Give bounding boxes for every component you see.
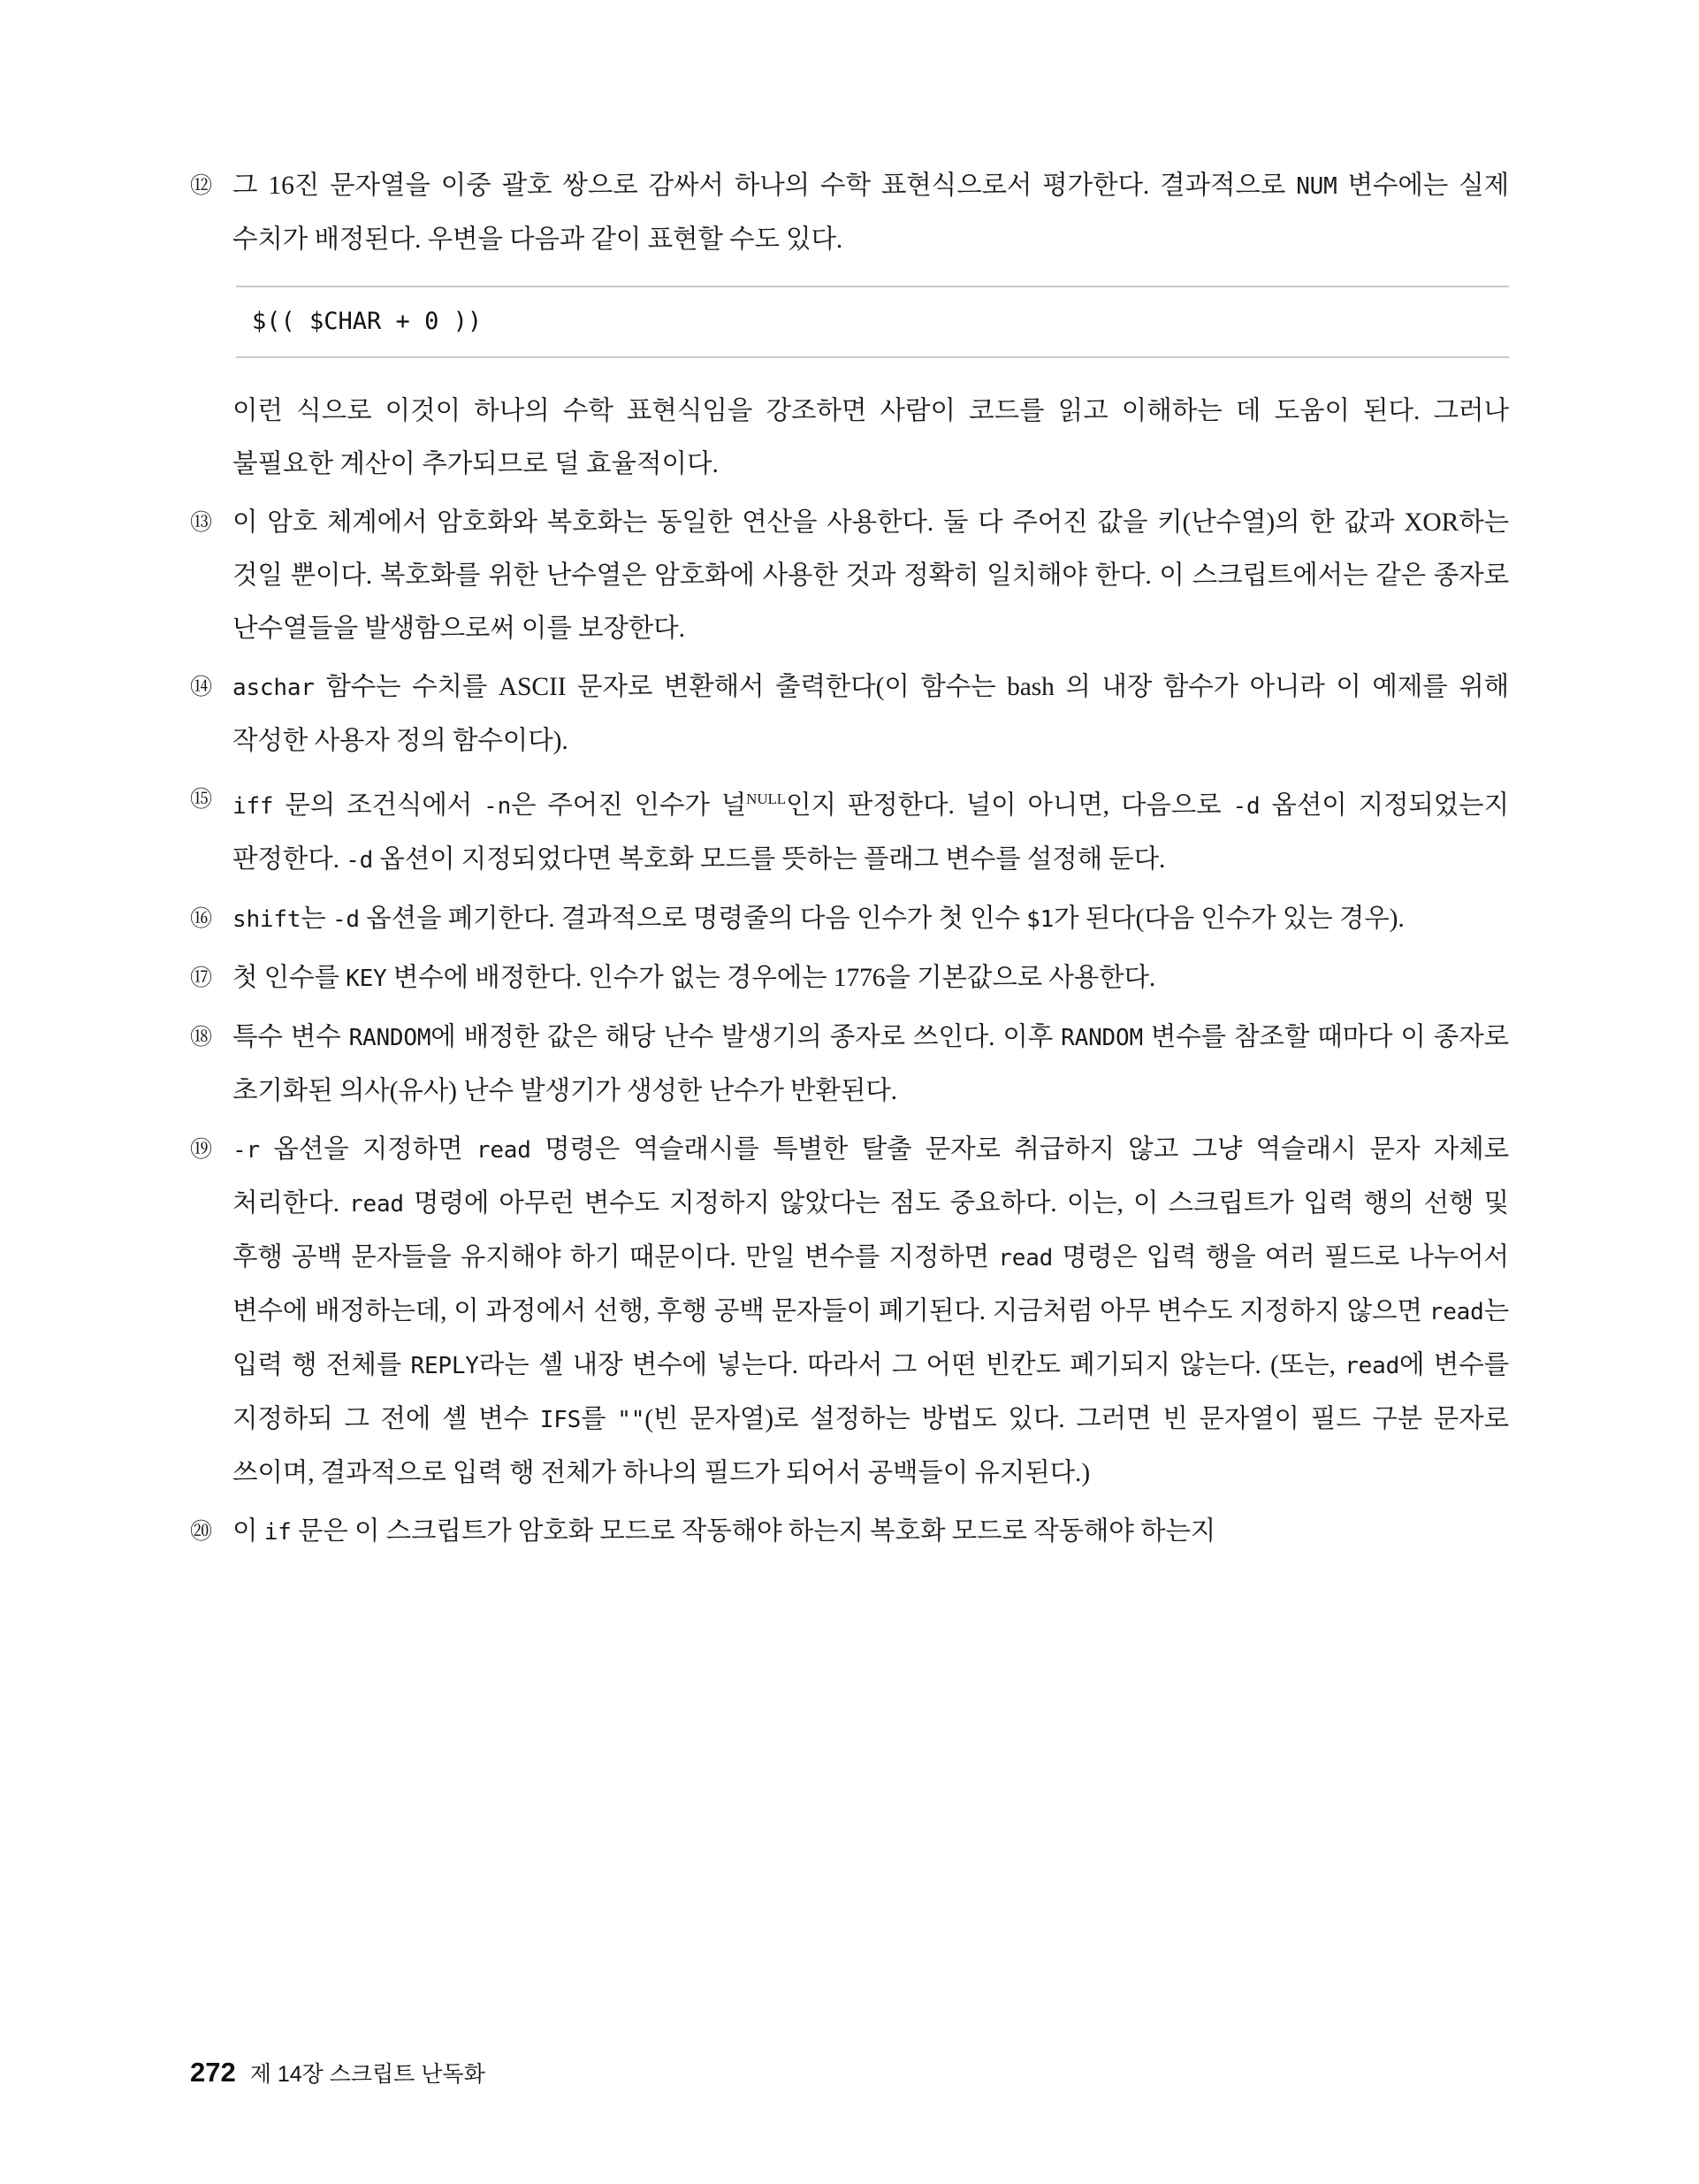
list-item <box>190 1123 1509 1500</box>
list-item <box>190 159 1509 266</box>
list-marker: ⑲ <box>190 1135 213 1162</box>
list-item <box>190 1505 1509 1559</box>
list-marker: ⑯ <box>190 905 213 931</box>
list-item-text: shift는 -d 옵션을 폐기한다. 결과적으로 명령줄의 다음 인수가 첫 인수 $1가 된다(다음 인수가 있는 경우). <box>232 904 1405 933</box>
list-item <box>190 773 1509 887</box>
list-item <box>190 496 1509 655</box>
list-marker: ⑬ <box>190 509 213 535</box>
list-item <box>190 951 1509 1005</box>
list-item <box>190 1011 1509 1118</box>
page-number: 272 <box>190 2057 236 2088</box>
list-item-text: 첫 인수를 KEY 변수에 배정한다. 인수가 없는 경우에는 1776을 기본값으로 사용한다. <box>232 963 1156 992</box>
code-line: $(( $CHAR + 0 )) <box>252 308 483 335</box>
list-item <box>190 892 1509 946</box>
list-item-text: iff 문의 조건식에서 -n은 주어진 인수가 널$^{NULL}$인지 판정한다. 널이 아니면, 다음으로 -d 옵션이 지정되었는지 판정한다. -d 옵션이 지정되었다면 복호화 모드를 뜻하는 플래그 변수를 설정해 둔다. <box>232 790 1509 874</box>
list-item-text: 이 if 문은 이 스크립트가 암호화 모드로 작동해야 하는지 복호화 모드로 작동해야 하는지 <box>232 1516 1216 1546</box>
code-block <box>236 286 1509 358</box>
list-item-text: -r 옵션을 지정하면 read 명령은 역슬래시를 특별한 탈출 문자로 취급하지 않고 그냥 역슬래시 문자 자체로 처리한다. read 명령에 아무런 변수도 지정하지 않았다는 점도 중요하다. 이는, 이 스크립트가 입력 행의 선행 및 후행 공백 문자들을 유지해야 하기 때문이다. 만일 변수를 지정하면 read 명령은 입력 행을 여러 필드로 나누어서 변수에 배정하는데, 이 과정에서 선행, 후행 공백 문자들이 폐기된다. 지금처럼 아무 변수도 지정하지 않으면 read는 입력 행 전체를 REPLY라는 셸 내장 변수에 넣는다. 따라서 그 어떤 빈칸도 폐기되지 않는다. (또는, read에 변수를 지정하되 그 전에 셸 변수 IFS를 ""(빈 문자열)로 설정하는 방법도 있다. 그러면 빈 문자열이 필드 구분 문자로 쓰이며, 결과적으로 입력 행 전체가 하나의 필드가 되어서 공백들이 유지된다.) <box>232 1134 1509 1487</box>
list-item-text: 그 16진 문자열을 이중 괄호 쌍으로 감싸서 하나의 수학 표현식으로서 평가한다. 결과적으로 NUM 변수에는 실제 수치가 배정된다. 우변을 다음과 같이 표현할 수도 있다. <box>232 172 1509 254</box>
list-marker: ⑳ <box>190 1517 213 1544</box>
list-marker: ⑫ <box>190 172 213 198</box>
list-marker: ⑰ <box>190 964 213 990</box>
page-footer <box>190 2057 485 2089</box>
list-marker: ⑱ <box>190 1023 213 1050</box>
list-item-text: 특수 변수 RANDOM에 배정한 값은 해당 난수 발생기의 종자로 쓰인다. 이후 RANDOM 변수를 참조할 때마다 이 종자로 초기화된 의사(유사) 난수 발생기가 생성한 난수가 반환된다. <box>232 1022 1509 1105</box>
note-paragraph: 이런 식으로 이것이 하나의 수학 표현식임을 강조하면 사람이 코드를 읽고 이해하는 데 도움이 된다. 그러나 불필요한 계산이 추가되므로 덜 효율적이다. <box>232 397 1509 478</box>
list-item-text: 이 암호 체계에서 암호화와 복호화는 동일한 연산을 사용한다. 둘 다 주어진 값을 키(난수열)의 한 값과 XOR하는 것일 뿐이다. 복호화를 위한 난수열은 암호화에 사용한 것과 정확히 일치해야 한다. 이 스크립트에서는 같은 종자로 난수열들을 발생함으로써 이를 보장한다. <box>232 508 1509 643</box>
list-item-text: aschar 함수는 수치를 ASCII 문자로 변환해서 출력한다(이 함수는 bash 의 내장 함수가 아니라 이 예제를 위해 작성한 사용자 정의 함수이다). <box>232 673 1509 755</box>
chapter-label: 제 14장 스크립트 난독화 <box>249 2062 485 2087</box>
list-marker: ⑮ <box>190 786 213 812</box>
list-marker: ⑭ <box>190 674 213 699</box>
list-item <box>190 661 1509 767</box>
